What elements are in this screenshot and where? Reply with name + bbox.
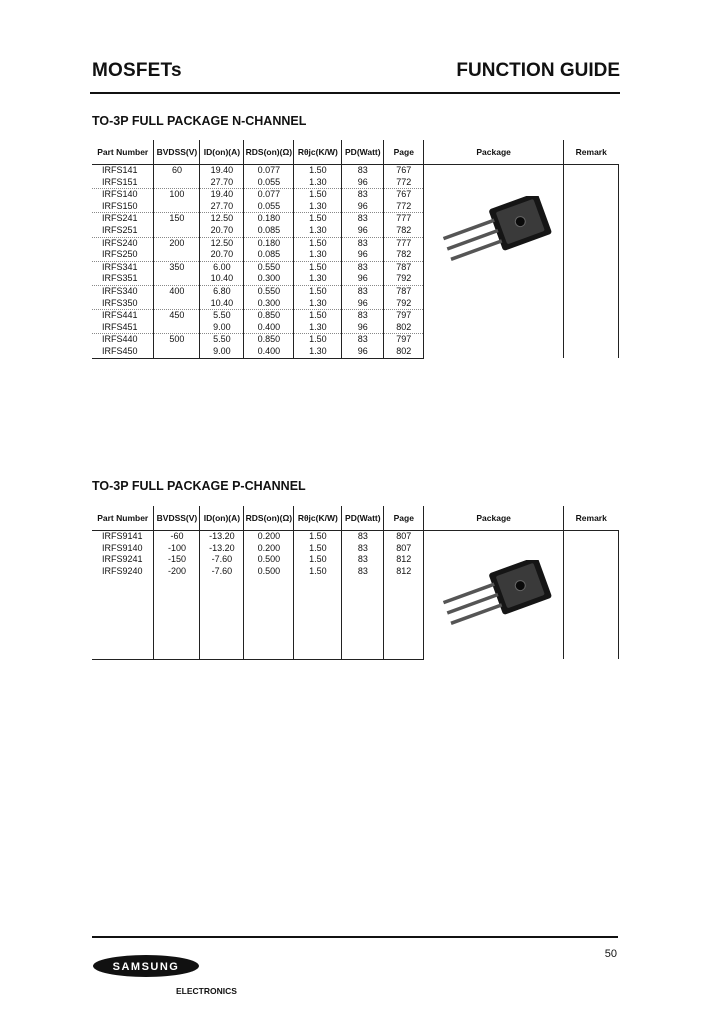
table-cell: -150 <box>154 554 200 566</box>
table-cell: 0.300 <box>244 273 294 285</box>
table-cell: IRFS251 <box>92 225 154 237</box>
table-cell: 1.30 <box>294 298 342 310</box>
table-cell: 0.180 <box>244 237 294 249</box>
column-header: BVDSS(V) <box>154 506 200 531</box>
table-cell-empty <box>244 601 294 613</box>
table-cell: 12.50 <box>200 213 244 225</box>
table-cell: IRFS9241 <box>102 554 143 565</box>
table-cell: 1.30 <box>294 177 342 189</box>
table-cell-empty <box>92 601 154 613</box>
table-cell-empty <box>244 577 294 589</box>
table-cell-empty <box>200 601 244 613</box>
column-header: RDS(on)(Ω) <box>244 140 294 165</box>
table-cell: 0.400 <box>244 346 294 358</box>
table-cell-empty <box>294 612 342 624</box>
table-cell-empty <box>244 612 294 624</box>
table-cell <box>154 346 200 358</box>
table-cell: 802 <box>384 322 424 334</box>
table-cell: 807 <box>384 543 424 555</box>
table-cell-empty <box>92 635 154 647</box>
table-cell: 10.40 <box>200 273 244 285</box>
table-cell: -100 <box>154 543 200 555</box>
table-cell-empty <box>154 589 200 601</box>
table-cell-empty <box>342 635 384 647</box>
table-cell-empty <box>342 624 384 636</box>
column-header: Rθjc(K/W) <box>294 140 342 165</box>
table-cell: 1.50 <box>294 165 342 177</box>
column-header: Page <box>384 140 424 165</box>
table-cell: 0.085 <box>244 225 294 237</box>
table-cell: 1.50 <box>294 554 342 566</box>
table-cell: IRFS9140 <box>102 542 143 553</box>
table-cell: IRFS150 <box>92 201 154 213</box>
table-cell: 797 <box>384 310 424 322</box>
table-cell: 96 <box>342 346 384 358</box>
table-cell: -7.60 <box>200 554 244 566</box>
footer-rule <box>92 936 618 938</box>
table-cell: -200 <box>154 566 200 578</box>
table-cell: 0.500 <box>244 554 294 566</box>
table-cell <box>154 273 200 285</box>
table-cell: 1.50 <box>294 566 342 578</box>
table-cell: 10.40 <box>200 298 244 310</box>
table-cell: 500 <box>154 334 200 346</box>
table-cell: 100 <box>154 189 200 201</box>
table-cell <box>154 225 200 237</box>
table-cell: 96 <box>342 273 384 285</box>
table-cell: 6.00 <box>200 261 244 273</box>
table-cell-empty <box>384 577 424 589</box>
to3p-package-icon <box>440 196 570 286</box>
page-number: 50 <box>604 948 617 960</box>
table-row <box>92 531 619 543</box>
logo-subtext: ELECTRONICS <box>176 986 237 996</box>
table-cell: 777 <box>384 237 424 249</box>
table-cell-empty <box>154 635 200 647</box>
table-cell-empty <box>92 577 154 589</box>
table-cell: 0.077 <box>244 165 294 177</box>
table-cell: 150 <box>154 213 200 225</box>
table-cell: 400 <box>154 285 200 297</box>
page-heading-right: FUNCTION GUIDE <box>456 60 620 81</box>
column-header: ID(on)(A) <box>200 506 244 531</box>
column-header: Page <box>384 506 424 531</box>
table-cell: 20.70 <box>200 225 244 237</box>
samsung-logo <box>92 954 200 978</box>
table-cell: 812 <box>384 566 424 578</box>
table-cell: 0.200 <box>244 531 294 543</box>
column-header: Package <box>424 506 564 531</box>
table-cell-empty <box>384 612 424 624</box>
table-cell: 200 <box>154 237 200 249</box>
table-cell: 0.077 <box>244 189 294 201</box>
p-channel-section-title: TO-3P FULL PACKAGE P-CHANNEL <box>92 479 306 493</box>
table-cell-empty <box>384 601 424 613</box>
table-cell: 83 <box>342 261 384 273</box>
n-channel-header-row <box>92 140 619 165</box>
table-cell: IRFS250 <box>92 249 154 261</box>
table-cell: -60 <box>154 531 200 543</box>
table-cell: 83 <box>342 237 384 249</box>
column-header: PD(Watt) <box>342 140 384 165</box>
table-cell: 792 <box>384 298 424 310</box>
table-cell: 83 <box>342 189 384 201</box>
table-cell: 20.70 <box>200 249 244 261</box>
table-cell: 83 <box>342 566 384 578</box>
table-cell-empty <box>92 624 154 636</box>
table-cell: 782 <box>384 249 424 261</box>
table-cell: 782 <box>384 225 424 237</box>
table-cell: 0.850 <box>244 310 294 322</box>
table-cell: 60 <box>154 165 200 177</box>
table-cell: 5.50 <box>200 334 244 346</box>
table-cell <box>154 322 200 334</box>
remark-cell <box>564 531 619 660</box>
table-cell: 797 <box>384 334 424 346</box>
table-cell-empty <box>154 612 200 624</box>
table-cell <box>154 249 200 261</box>
table-cell-empty <box>200 577 244 589</box>
table-cell: 772 <box>384 201 424 213</box>
table-cell: IRFS451 <box>92 322 154 334</box>
table-cell: 27.70 <box>200 201 244 213</box>
table-cell: 0.085 <box>244 249 294 261</box>
table-cell: 1.50 <box>294 334 342 346</box>
table-cell: IRFS441 <box>102 310 138 321</box>
table-cell: IRFS9141 <box>102 531 143 541</box>
table-cell-empty <box>384 635 424 647</box>
header-rule <box>90 92 620 94</box>
table-cell-empty <box>294 635 342 647</box>
table-cell: 1.50 <box>294 261 342 273</box>
table-cell: 96 <box>342 298 384 310</box>
table-cell: 0.550 <box>244 261 294 273</box>
table-cell: 0.055 <box>244 201 294 213</box>
table-cell: 0.400 <box>244 322 294 334</box>
table-cell: 1.50 <box>294 237 342 249</box>
table-cell: 96 <box>342 201 384 213</box>
column-header: PD(Watt) <box>342 506 384 531</box>
table-cell: IRFS450 <box>92 346 154 358</box>
table-cell: IRFS9240 <box>102 565 143 576</box>
table-cell: 1.50 <box>294 310 342 322</box>
table-cell-empty <box>244 589 294 601</box>
table-cell: 83 <box>342 543 384 555</box>
table-cell: 83 <box>342 165 384 177</box>
page-heading-left: MOSFETs <box>92 60 182 81</box>
table-cell: 1.30 <box>294 201 342 213</box>
table-cell-empty <box>200 635 244 647</box>
table-cell-empty <box>200 647 244 659</box>
table-cell: 6.80 <box>200 285 244 297</box>
table-cell: IRFS440 <box>102 334 138 345</box>
table-cell-empty <box>384 624 424 636</box>
table-cell: 1.50 <box>294 213 342 225</box>
column-header: RDS(on)(Ω) <box>244 506 294 531</box>
table-cell: -13.20 <box>200 531 244 543</box>
column-header: Remark <box>564 506 619 531</box>
table-cell-empty <box>342 601 384 613</box>
column-header: Package <box>424 140 564 165</box>
table-cell: 12.50 <box>200 237 244 249</box>
table-cell-empty <box>342 647 384 659</box>
table-cell <box>154 177 200 189</box>
table-cell: IRFS141 <box>102 165 138 175</box>
table-cell-empty <box>294 577 342 589</box>
table-cell: 96 <box>342 249 384 261</box>
table-cell-empty <box>154 577 200 589</box>
table-cell: 772 <box>384 177 424 189</box>
table-cell: 767 <box>384 189 424 201</box>
table-cell: 19.40 <box>200 189 244 201</box>
table-cell: IRFS140 <box>102 189 138 200</box>
table-cell: 0.550 <box>244 285 294 297</box>
table-cell: 83 <box>342 285 384 297</box>
table-cell-empty <box>384 647 424 659</box>
table-cell <box>154 201 200 213</box>
table-cell-empty <box>294 647 342 659</box>
table-cell: 96 <box>342 225 384 237</box>
table-cell: 787 <box>384 261 424 273</box>
table-cell-empty <box>244 647 294 659</box>
table-cell: 450 <box>154 310 200 322</box>
column-header: BVDSS(V) <box>154 140 200 165</box>
table-cell-empty <box>92 589 154 601</box>
table-cell: 1.50 <box>294 189 342 201</box>
table-cell: 0.500 <box>244 566 294 578</box>
table-cell-empty <box>154 624 200 636</box>
table-cell: 96 <box>342 177 384 189</box>
table-cell: IRFS341 <box>102 261 138 272</box>
table-cell-empty <box>154 647 200 659</box>
table-cell: 1.30 <box>294 322 342 334</box>
table-cell-empty <box>342 577 384 589</box>
table-cell-empty <box>384 589 424 601</box>
table-cell: 83 <box>342 213 384 225</box>
table-cell-empty <box>294 624 342 636</box>
table-cell-empty <box>244 624 294 636</box>
table-cell-empty <box>342 589 384 601</box>
table-cell: 0.180 <box>244 213 294 225</box>
table-cell-empty <box>200 612 244 624</box>
table-cell: IRFS240 <box>102 237 138 248</box>
table-cell-empty <box>200 589 244 601</box>
table-cell: 0.850 <box>244 334 294 346</box>
table-cell: 812 <box>384 554 424 566</box>
table-cell: IRFS340 <box>102 285 138 296</box>
table-cell: 767 <box>384 165 424 177</box>
table-cell: 1.30 <box>294 273 342 285</box>
p-channel-header-row <box>92 506 619 531</box>
table-cell-empty <box>244 635 294 647</box>
table-cell: IRFS241 <box>102 213 138 224</box>
table-cell: -13.20 <box>200 543 244 555</box>
table-cell-empty <box>92 647 154 659</box>
table-cell: 787 <box>384 285 424 297</box>
table-cell: 9.00 <box>200 346 244 358</box>
table-cell: 777 <box>384 213 424 225</box>
table-cell: 1.50 <box>294 543 342 555</box>
table-cell-empty <box>92 612 154 624</box>
table-cell-empty <box>294 589 342 601</box>
table-cell: 1.30 <box>294 249 342 261</box>
table-cell: 96 <box>342 322 384 334</box>
column-header: Remark <box>564 140 619 165</box>
table-cell: 83 <box>342 334 384 346</box>
table-cell: 5.50 <box>200 310 244 322</box>
table-cell: 1.50 <box>294 531 342 543</box>
table-cell: 802 <box>384 346 424 358</box>
logo-text: SAMSUNG <box>112 961 180 973</box>
table-cell: IRFS151 <box>92 177 154 189</box>
n-channel-section-title: TO-3P FULL PACKAGE N-CHANNEL <box>92 114 307 128</box>
column-header: Part Number <box>92 506 154 531</box>
table-cell: 0.200 <box>244 543 294 555</box>
table-cell: 1.50 <box>294 285 342 297</box>
table-row <box>92 165 619 177</box>
column-header: Rθjc(K/W) <box>294 506 342 531</box>
column-header: ID(on)(A) <box>200 140 244 165</box>
table-cell: 350 <box>154 261 200 273</box>
table-cell: 83 <box>342 554 384 566</box>
table-cell: 0.300 <box>244 298 294 310</box>
table-cell: 0.055 <box>244 177 294 189</box>
table-cell: 807 <box>384 531 424 543</box>
table-cell-empty <box>294 601 342 613</box>
table-cell-empty <box>200 624 244 636</box>
table-cell: 27.70 <box>200 177 244 189</box>
table-cell: IRFS350 <box>92 298 154 310</box>
table-cell: 792 <box>384 273 424 285</box>
table-cell: 83 <box>342 531 384 543</box>
to3p-package-icon-p <box>440 560 570 650</box>
table-cell: -7.60 <box>200 566 244 578</box>
table-cell: 19.40 <box>200 165 244 177</box>
table-cell-empty <box>342 612 384 624</box>
column-header: Part Number <box>92 140 154 165</box>
table-cell: 1.30 <box>294 225 342 237</box>
table-cell: IRFS351 <box>92 273 154 285</box>
table-cell-empty <box>154 601 200 613</box>
remark-cell <box>564 165 619 359</box>
table-cell: 83 <box>342 310 384 322</box>
table-cell: 9.00 <box>200 322 244 334</box>
table-cell <box>154 298 200 310</box>
table-cell: 1.30 <box>294 346 342 358</box>
